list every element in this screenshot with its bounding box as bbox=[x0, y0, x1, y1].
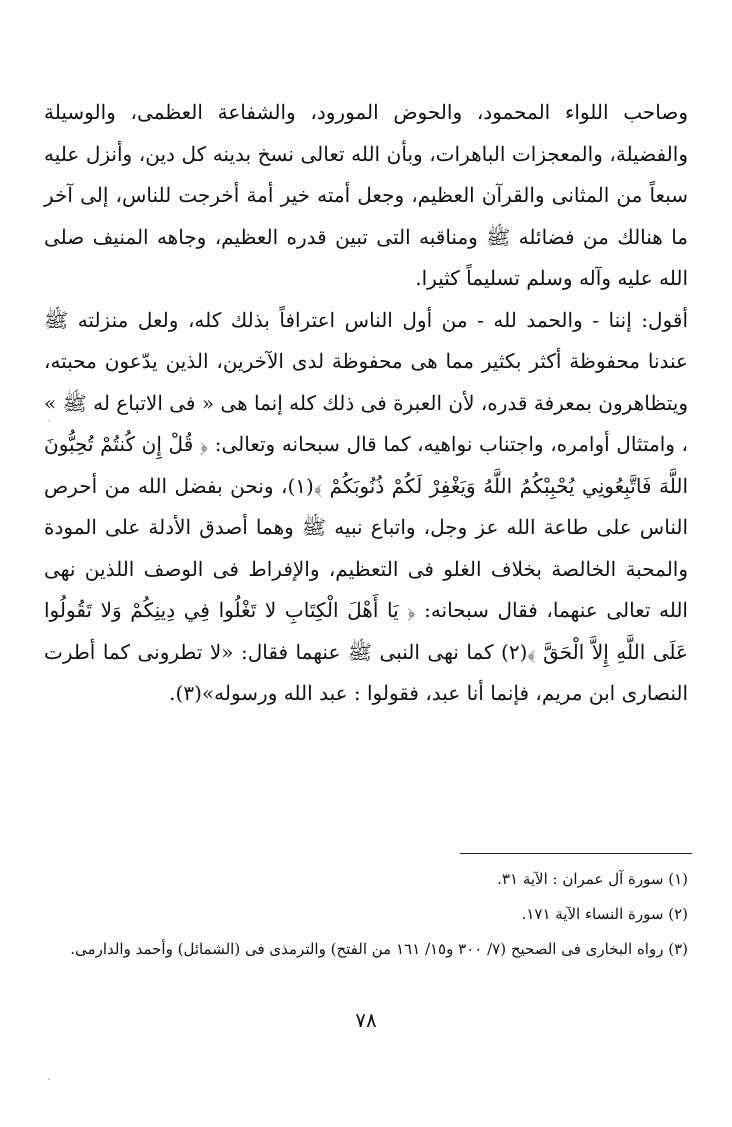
paragraph-2: أقول: إننا - والحمد لله - من أول الناس اعترافاً بذلك كله، ولعل منزلته ﷺ عندنا محفوظة أكثر بكثير مما هى محفوظة لدى الآخرين، الذين يدّعون محبته، ويتظاهرون بمعرفة قدره، لأن العبرة فى ذلك كله إنما هى « فى الاتباع له ﷺ » ، وامتثال أوامره، واجتناب نواهيه، كما قال سبحانه وتعالى: ﴿ قُلْ إِن كُنتُمْ تُحِبُّونَ اللَّهَ فَاتَّبِعُونِي يُحْبِبْكُمُ اللَّهُ وَيَغْفِرْ لَكُمْ ذُنُوبَكُمْ ﴾(١)، ونحن بفضل الله من أحرص الناس على طاعة الله عز وجل، واتباع نبيه ﷺ وهما أصدق الأدلة على المودة والمحبة الخالصة بخلاف الغلو فى التعظيم، والإفراط فى الوصف اللذين نهى الله تعالى عنهما، فقال سبحانه: ﴿ يَا أَهْلَ الْكِتَابِ لا تَغْلُوا فِي دِينِكُمْ وَلا تَقُولُوا عَلَى اللَّهِ إِلاَّ الْحَقَّ ﴾(٢) كما نهى النبى ﷺ عنهما فقال: «لا تطرونى كما أطرت النصارى ابن مريم، فإنما أنا عبد، فقولوا : عبد الله ورسوله»(٣). bbox=[44, 307, 689, 705]
footnotes bbox=[44, 862, 688, 967]
paragraph-1: وصاحب اللواء المحمود، والحوض المورود، والشفاعة العظمى، والوسيلة والفضيلة، والمعجزات الباهرات، وبأن الله تعالى نسخ بدينه كل دين، وأنزل عليه سبعاً من المثانى والقرآن العظيم، وجعل أمته خير أمة أخرجت للناس، إلى آخر ما هنالك من فضائله ﷺ ومناقبه التى تبين قدره العظيم، وجاهه المنيف صلى الله عليه وآله وسلم تسليماً كثيرا. bbox=[44, 100, 688, 290]
page-number: ٧٨ bbox=[355, 1008, 377, 1032]
footnote-1: (١) سورة آل عمران : الآية ٣١. bbox=[497, 870, 688, 888]
scan-speck bbox=[48, 1078, 50, 1080]
footnote-3: (٣) رواه البخارى فى الصحيح (٧/ ٣٠٠ و١٥/ ١٦١ من الفتح) والترمذى فى (الشمائل) وأحمد والدارمى. bbox=[70, 940, 688, 958]
footnote-separator bbox=[460, 853, 692, 854]
scan-speck bbox=[48, 420, 50, 422]
footnote-2: (٢) سورة النساء الآية ١٧١. bbox=[521, 905, 688, 923]
main-text bbox=[44, 92, 688, 715]
